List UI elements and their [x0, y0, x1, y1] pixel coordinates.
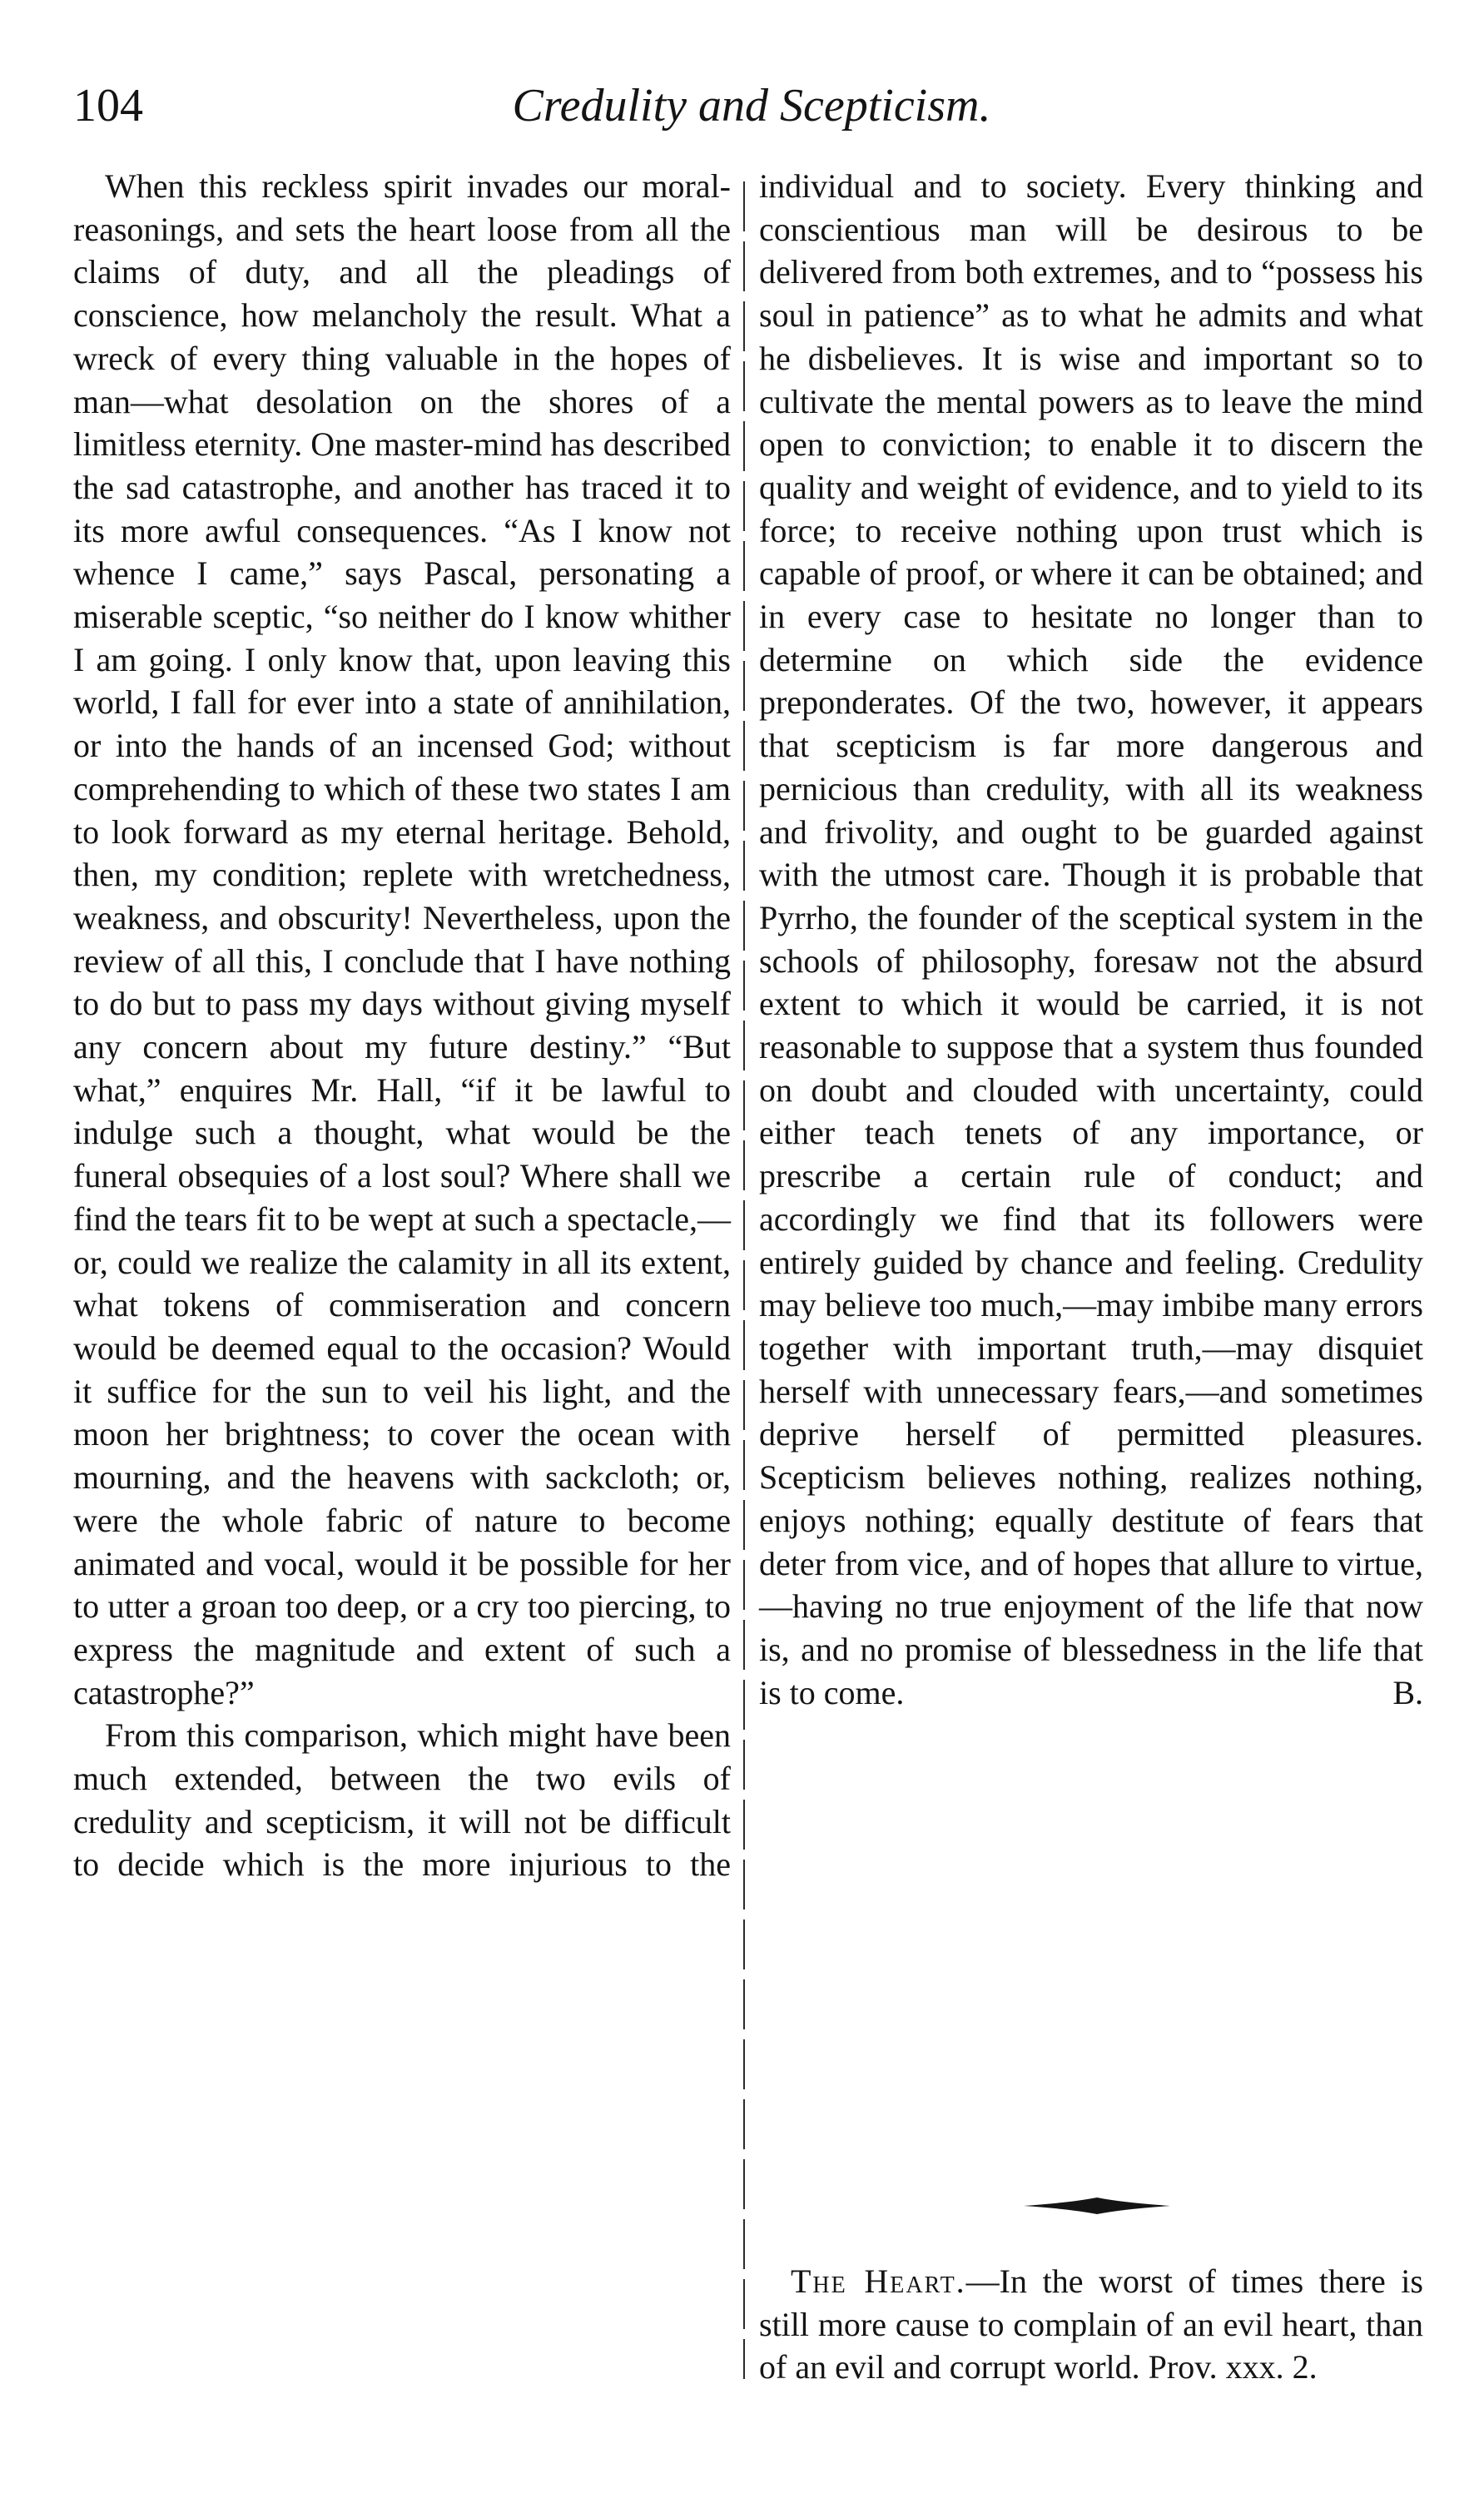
page-header	[73, 77, 1430, 135]
left-column	[73, 165, 731, 1886]
heart-body: —In the worst of times there is still more cause to complain of an evil heart, than of an evil and corrupt world. Prov. xxx. 2.	[759, 2262, 1423, 2386]
right-paragraph-text: individual and to society. Every thinking and conscientious man will be desirous to be delivered from both extremes, and to “possess his soul in patience” as to what he admits and what he disbelieves. It is wise and important so to cultivate the mental powers as to leave the mind open to conviction; to enable it to discern the quality and weight of evidence, and to yield to its force; to receive nothing upon trust which is capable of proof, or where it can be obtained; and in every case to hesitate no longer than to determine on which side the evidence preponderates. Of the two, however, it appears that scepticism is far more dangerous and pernicious than credulity, with all its weakness and frivolity, and ought to be guarded against with the utmost care. Though it is probable that Pyrrho, the founder of the sceptical system in the schools of philosophy, foresaw not the absurd extent to which it would be carried, it is not reasonable to suppose that a system thus founded on doubt and clouded with uncertainty, could either teach tenets of any importance, or prescribe a certain rule of conduct; and accordingly we find that its followers were entirely guided by chance and feeling. Credulity may believe too much,—may imbibe many errors together with important truth,—may disquiet herself with unnecessary fears,—and sometimes deprive herself of permitted pleasures. Scepticism believes nothing, realizes nothing, enjoys nothing; equally destitute of fears that deter from vice, and of hopes that allure to virtue,—having no true enjoyment of the life that now is, and no promise of blessedness in the life that is to come.	[759, 167, 1423, 1711]
right-paragraph-1	[759, 165, 1423, 1714]
column-divider	[743, 181, 745, 2379]
left-paragraph-1: When this reckless spirit invades our moral-reasonings, and sets the heart loose from all the claims of duty, and all the pleadings of conscience, how melancholy the result. What a wreck of every thing valuable in the hopes of man—what desolation on the shores of a limitless eternity. One master-mind has described the sad catastrophe, and another has traced it to its more awful consequences. “As I know not whence I came,” says Pascal, personating a miserable sceptic, “so neither do I know whither I am going. I only know that, upon leaving this world, I fall for ever into a state of annihilation, or into the hands of an incensed God; without comprehending to which of these two states I am to look forward as my eternal heritage. Behold, then, my condition; replete with wretchedness, weakness, and obscurity! Nevertheless, upon the review of all this, I conclude that I have nothing to do but to pass my days without giving myself any concern about my future destiny.” “But what,” enquires Mr. Hall, “if it be lawful to indulge such a thought, what would be the funeral obsequies of a lost soul? Where shall we find the tears fit to be wept at such a spectacle,—or, could we realize the calamity in all its extent, what tokens of commiseration and concern would be deemed equal to the occasion? Would it suffice for the sun to veil his light, and the moon her brightness; to cover the ocean with mourning, and the heavens with sackcloth; or, were the whole fabric of nature to become animated and vocal, would it be possible for her to utter a groan too deep, or a cry too piercing, to express the magnitude and extent of such a catastrophe?”	[73, 167, 731, 1711]
section-ornament-icon	[1022, 2194, 1172, 2217]
heart-section	[759, 2260, 1423, 2389]
author-signature: B.	[1392, 1673, 1423, 1711]
running-title: Credulity and Scepticism.	[512, 80, 991, 132]
heart-heading: The Heart.	[791, 2262, 966, 2300]
heart-paragraph	[759, 2260, 1423, 2389]
right-column	[759, 165, 1423, 1714]
page-number: 104	[73, 80, 143, 132]
left-paragraph-2: From this comparison, which might have been much extended, between the two evils of credulity and scepticism, it will not be difficult to decide which is the more injurious to the	[73, 1716, 731, 1884]
